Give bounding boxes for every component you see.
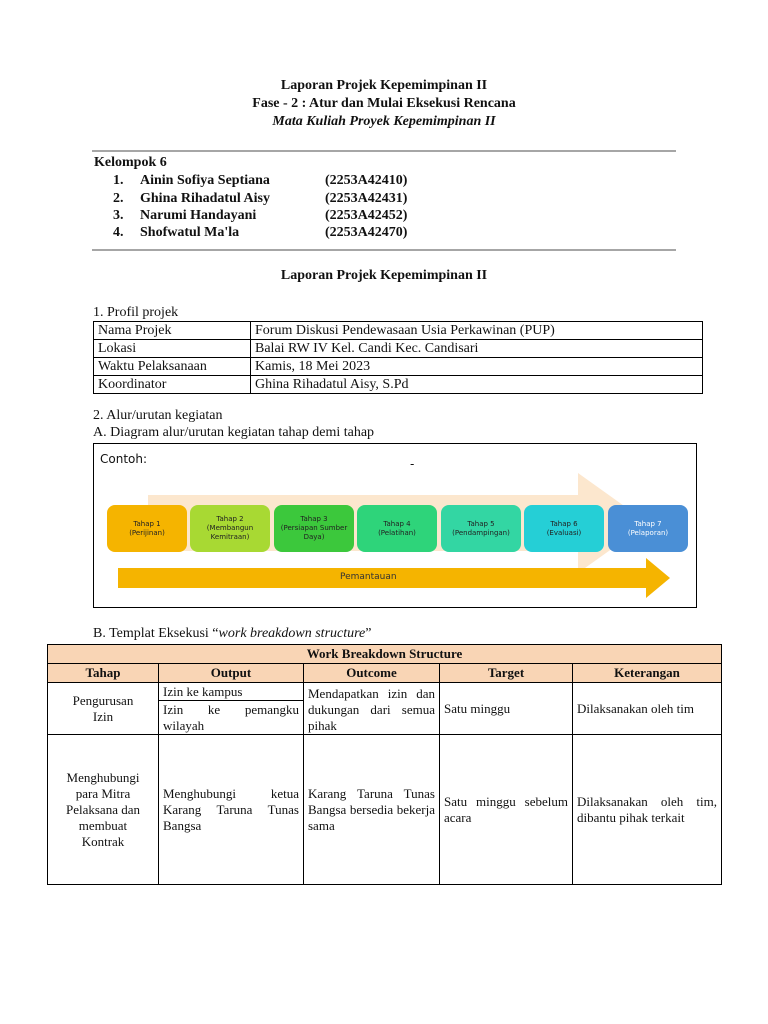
profil-label: Lokasi	[94, 340, 251, 358]
table-row	[48, 683, 722, 701]
member-name: Shofwatul Ma'la	[140, 225, 240, 240]
table-row	[48, 735, 722, 885]
stage-name: Tahap 7	[634, 519, 662, 528]
stage-desc: (Pelatihan)	[378, 528, 416, 537]
profil-heading: 1. Profil projek	[93, 305, 179, 320]
wbs-cell-outcome: Mendapatkan izin dan dukungan dari semua pihak	[304, 683, 440, 735]
wbs-cell-tahap: Menghubungi para Mitra Pelaksana dan membuat Kontrak	[48, 735, 159, 885]
table-row	[94, 358, 703, 376]
member-item	[113, 225, 407, 241]
monitoring-label: Pemantauan	[340, 572, 397, 582]
table-row	[94, 376, 703, 394]
profil-label: Koordinator	[94, 376, 251, 394]
wbs-cell-output: Izin ke pemangku wilayah	[159, 701, 304, 735]
profil-value: Ghina Rihadatul Aisy, S.Pd	[251, 376, 703, 394]
stage-1-box	[107, 505, 187, 552]
profil-value: Forum Diskusi Pendewasaan Usia Perkawinan (PUP)	[251, 322, 703, 340]
column-header: Outcome	[304, 664, 440, 683]
wbs-cell-keterangan: Dilaksanakan oleh tim	[573, 683, 722, 735]
report-header-title: Laporan Projek Kepemimpinan II	[280, 78, 488, 93]
stage-desc: (Membangun Kemitraan)	[206, 524, 254, 541]
column-header: Tahap	[48, 664, 159, 683]
stage-name: Tahap 1	[133, 519, 161, 528]
wbs-cell-output: Menghubungi ketua Karang Taruna Tunas Bangsa	[159, 735, 304, 885]
table-row	[94, 322, 703, 340]
profil-value: Balai RW IV Kel. Candi Kec. Candisari	[251, 340, 703, 358]
profil-label: Nama Projek	[94, 322, 251, 340]
wbs-cell-target: Satu minggu	[440, 683, 573, 735]
stage-desc: (Pelaporan)	[627, 528, 669, 537]
member-item	[113, 208, 407, 224]
alur-heading: 2. Alur/urutan kegiatan	[93, 408, 223, 423]
stage-6-box	[524, 505, 604, 552]
wbs-title: Work Breakdown Structure	[48, 645, 722, 664]
member-item	[113, 191, 407, 207]
wbs-cell-keterangan: Dilaksanakan oleh tim, dibantu pihak terkait	[573, 735, 722, 885]
diagram-dash: -	[410, 457, 415, 471]
stage-3-box	[274, 505, 354, 552]
alur-subheading-a: A. Diagram alur/urutan kegiatan tahap demi tahap	[93, 425, 375, 440]
stage-name: Tahap 3	[300, 515, 328, 523]
column-header: Keterangan	[573, 664, 722, 683]
member-name: Ghina Rihadatul Aisy	[140, 191, 270, 206]
member-id: (2253A42470)	[325, 225, 408, 240]
member-id: (2253A42410)	[325, 173, 408, 188]
stage-4-box	[357, 505, 437, 552]
stage-desc: (Perijinan)	[129, 528, 165, 537]
report-header-phase: Fase - 2 : Atur dan Mulai Eksekusi Rencana	[252, 96, 516, 111]
divider	[92, 249, 676, 251]
member-id: (2253A42452)	[325, 208, 408, 223]
column-header: Target	[440, 664, 573, 683]
diagram-caption: Contoh:	[100, 452, 148, 466]
divider	[92, 150, 676, 152]
stage-desc: (Evaluasi)	[546, 528, 582, 537]
stage-7-box	[608, 505, 688, 552]
stage-2-box	[190, 505, 270, 552]
section-title: Laporan Projek Kepemimpinan II	[280, 268, 488, 283]
member-number: 4.	[113, 225, 124, 240]
stage-desc: (Pendampingan)	[452, 528, 510, 537]
subheading-b-prefix: B. Templat Eksekusi “	[93, 626, 219, 641]
alur-subheading-b	[93, 626, 371, 642]
group-title: Kelompok 6	[94, 155, 167, 170]
table-header-row	[48, 664, 722, 683]
member-number: 2.	[113, 191, 124, 206]
wbs-cell-output: Izin ke kampus	[159, 683, 304, 701]
table-row	[48, 645, 722, 664]
wbs-cell-outcome: Karang Taruna Tunas Bangsa bersedia bekerja sama	[304, 735, 440, 885]
profil-value: Kamis, 18 Mei 2023	[251, 358, 703, 376]
table-row	[94, 340, 703, 358]
subheading-b-suffix: ”	[365, 626, 372, 641]
stage-desc: (Persiapan Sumber Daya)	[280, 524, 348, 541]
profil-table	[93, 321, 703, 394]
stage-name: Tahap 5	[467, 519, 495, 528]
member-item	[113, 173, 407, 189]
profil-label: Waktu Pelaksanaan	[94, 358, 251, 376]
member-name: Narumi Handayani	[140, 208, 257, 223]
column-header: Output	[159, 664, 304, 683]
wbs-table	[47, 644, 722, 885]
stage-name: Tahap 4	[383, 519, 411, 528]
member-number: 3.	[113, 208, 124, 223]
wbs-cell-tahap: Pengurusan Izin	[48, 683, 159, 735]
member-id: (2253A42431)	[325, 191, 408, 206]
member-name: Ainin Sofiya Septiana	[140, 173, 270, 188]
stage-5-box	[441, 505, 521, 552]
subheading-b-italic: work breakdown structure	[218, 626, 366, 641]
member-number: 1.	[113, 173, 124, 188]
stage-name: Tahap 6	[550, 519, 578, 528]
stage-name: Tahap 2	[216, 515, 244, 523]
wbs-cell-target: Satu minggu sebelum acara	[440, 735, 573, 885]
report-header-course: Mata Kuliah Proyek Kepemimpinan II	[272, 114, 496, 129]
